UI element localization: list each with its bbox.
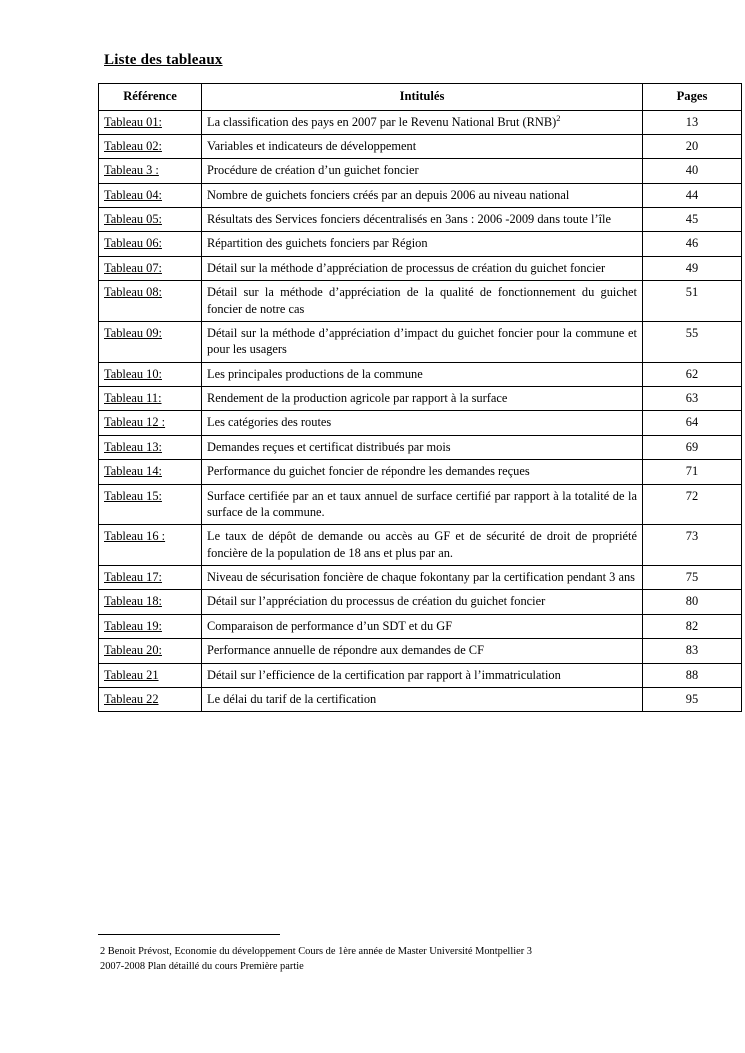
table-row-page: 80 (643, 590, 742, 614)
table-row-title (202, 411, 643, 435)
title-text: Demandes reçues et certificat distribués par mois (207, 439, 451, 454)
table-row (99, 232, 742, 256)
table-row-page: 55 (643, 321, 742, 362)
reference-label: Tableau 17: (104, 570, 162, 585)
title-text: La classification des pays en 2007 par le Revenu National Brut (RNB) (207, 114, 557, 129)
table-row-page: 82 (643, 614, 742, 638)
table-row-reference (99, 159, 202, 183)
table-row-reference (99, 387, 202, 411)
reference-label: Tableau 12 : (104, 415, 166, 430)
table-row-title (202, 687, 643, 711)
title-text: Variables et indicateurs de développement (207, 138, 417, 153)
reference-label: Tableau 04: (104, 187, 162, 202)
title-text: Détail sur la méthode d’appréciation de la qualité de fonctionnement du guichet foncier de notre cas (207, 285, 637, 316)
table-row-title (202, 232, 643, 256)
table-row-reference (99, 614, 202, 638)
table-row (99, 687, 742, 711)
table-row-reference (99, 362, 202, 386)
table-row (99, 134, 742, 158)
reference-label: Tableau 3 : (104, 163, 159, 178)
title-text: Le taux de dépôt de demande ou accès au GF et de sécurité de droit de propriété foncière de la population de 18 ans et plus par an. (207, 529, 637, 560)
table-row-reference (99, 208, 202, 232)
title-text: Résultats des Services fonciers décentralisés en 3ans : 2006 -2009 dans toute l’île (207, 212, 611, 227)
table-row (99, 208, 742, 232)
reference-label: Tableau 02: (104, 138, 162, 153)
table-row-title (202, 484, 643, 525)
table-row-reference (99, 232, 202, 256)
table-row-reference (99, 321, 202, 362)
reference-label: Tableau 22 (104, 691, 159, 706)
reference-label: Tableau 11: (104, 391, 162, 406)
table-row-page: 45 (643, 208, 742, 232)
reference-label: Tableau 19: (104, 618, 162, 633)
title-text: Comparaison de performance d’un SDT et du GF (207, 618, 453, 633)
table-row-page: 69 (643, 435, 742, 459)
table-row (99, 566, 742, 590)
table-row-page: 44 (643, 183, 742, 207)
title-text: Performance annuelle de répondre aux demandes de CF (207, 643, 484, 658)
table-row-title (202, 460, 643, 484)
table-row-reference (99, 183, 202, 207)
table-row-page: 75 (643, 566, 742, 590)
table-row (99, 525, 742, 566)
table-row (99, 159, 742, 183)
reference-label: Tableau 18: (104, 594, 162, 609)
table-row-page: 71 (643, 460, 742, 484)
reference-label: Tableau 13: (104, 439, 162, 454)
table-row-title (202, 208, 643, 232)
table-row (99, 281, 742, 322)
table-row-reference (99, 639, 202, 663)
table-row (99, 411, 742, 435)
table-row-title (202, 639, 643, 663)
table-row-title (202, 435, 643, 459)
table-row-title (202, 256, 643, 280)
table-row-reference (99, 663, 202, 687)
table-row-reference (99, 590, 202, 614)
table-row (99, 484, 742, 525)
table-row (99, 614, 742, 638)
table-row-reference (99, 281, 202, 322)
table-row (99, 460, 742, 484)
table-row-page: 88 (643, 663, 742, 687)
reference-label: Tableau 16 : (104, 529, 166, 544)
footnote-separator (98, 934, 280, 935)
title-text: Répartition des guichets fonciers par Région (207, 236, 428, 251)
table-row-title (202, 590, 643, 614)
title-text: Les catégories des routes (207, 415, 332, 430)
table-row (99, 590, 742, 614)
table-row-page: 13 (643, 110, 742, 134)
table-row (99, 362, 742, 386)
reference-label: Tableau 01: (104, 114, 162, 129)
table-row-title (202, 525, 643, 566)
reference-label: Tableau 08: (104, 285, 162, 300)
table-row-title (202, 566, 643, 590)
table-row-page: 73 (643, 525, 742, 566)
reference-label: Tableau 05: (104, 212, 162, 227)
page-title: Liste des tableaux (104, 52, 223, 68)
footnote-line-1: 2 Benoit Prévost, Economie du développement Cours de 1ère année de Master Université Montpellier 3 (100, 945, 532, 957)
column-header-pages: Pages (643, 84, 742, 111)
title-text: Détail sur l’efficience de la certification par rapport à l’immatriculation (207, 667, 561, 682)
table-row-title (202, 110, 643, 134)
table-row-title (202, 362, 643, 386)
table-row-title (202, 183, 643, 207)
title-text: Le délai du tarif de la certification (207, 691, 377, 706)
table-row-page: 40 (643, 159, 742, 183)
table-row-page: 83 (643, 639, 742, 663)
reference-label: Tableau 21 (104, 667, 159, 682)
table-row-title (202, 663, 643, 687)
title-text: Rendement de la production agricole par rapport à la surface (207, 391, 508, 406)
table-row-reference (99, 134, 202, 158)
table-row-page: 72 (643, 484, 742, 525)
table-row (99, 183, 742, 207)
title-text: Détail sur l’appréciation du processus de création du guichet foncier (207, 594, 546, 609)
reference-label: Tableau 06: (104, 236, 162, 251)
title-text: Procédure de création d’un guichet foncier (207, 163, 419, 178)
table-row-title (202, 159, 643, 183)
table-row-page: 63 (643, 387, 742, 411)
table-row-reference (99, 256, 202, 280)
footnote-line-2: 2007-2008 Plan détaillé du cours Première partie (100, 961, 304, 973)
title-text: Surface certifiée par an et taux annuel de surface certifié par rapport à la totalité de la surface de la commune. (207, 488, 637, 519)
list-of-tables (98, 83, 742, 712)
column-header-reference: Référence (99, 84, 202, 111)
table-row-title (202, 614, 643, 638)
footnote-area (98, 934, 698, 975)
reference-label: Tableau 20: (104, 643, 162, 658)
table-row-reference (99, 460, 202, 484)
footnote-marker: 2 (556, 112, 561, 123)
table-row-reference (99, 411, 202, 435)
table-row-page: 20 (643, 134, 742, 158)
table-row-title (202, 134, 643, 158)
table-row-title (202, 281, 643, 322)
table-row-reference (99, 687, 202, 711)
table-row-title (202, 321, 643, 362)
table-row (99, 435, 742, 459)
table-row-reference (99, 484, 202, 525)
table-row-page: 64 (643, 411, 742, 435)
table-row (99, 387, 742, 411)
table-row-page: 62 (643, 362, 742, 386)
title-text: Nombre de guichets fonciers créés par an depuis 2006 au niveau national (207, 187, 570, 202)
table-row-reference (99, 525, 202, 566)
reference-label: Tableau 10: (104, 366, 162, 381)
table-row-reference (99, 435, 202, 459)
table-row (99, 110, 742, 134)
table-row (99, 256, 742, 280)
table-row-page: 49 (643, 256, 742, 280)
table-row (99, 639, 742, 663)
table-row (99, 321, 742, 362)
reference-label: Tableau 07: (104, 260, 162, 275)
table-header-row (99, 84, 742, 111)
title-text: Détail sur la méthode d’appréciation d’impact du guichet foncier pour la commune et pour les usagers (207, 325, 637, 357)
reference-label: Tableau 09: (104, 325, 162, 340)
table-row-title (202, 387, 643, 411)
table-row-page: 95 (643, 687, 742, 711)
reference-label: Tableau 14: (104, 464, 162, 479)
table-row-reference (99, 110, 202, 134)
table-row-page: 51 (643, 281, 742, 322)
table-body (99, 110, 742, 712)
table-row (99, 663, 742, 687)
title-text: Performance du guichet foncier de répondre les demandes reçues (207, 464, 530, 479)
table-row-page: 46 (643, 232, 742, 256)
table-row-reference (99, 566, 202, 590)
title-text: Détail sur la méthode d’appréciation de processus de création du guichet foncier (207, 260, 606, 275)
reference-label: Tableau 15: (104, 488, 162, 503)
title-text: Les principales productions de la commune (207, 366, 423, 381)
title-text: Niveau de sécurisation foncière de chaque fokontany par la certification pendant 3 ans (207, 570, 635, 585)
column-header-title: Intitulés (202, 84, 643, 111)
